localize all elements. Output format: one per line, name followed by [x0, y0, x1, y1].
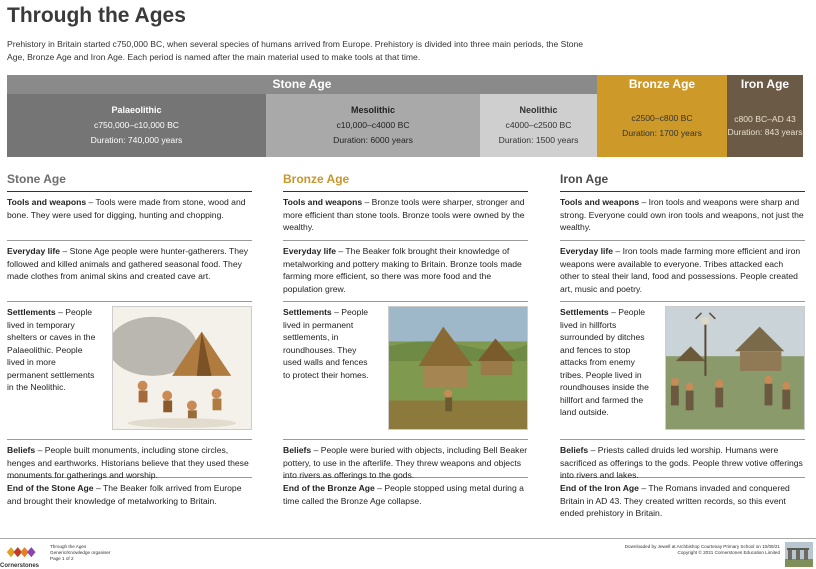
palaeolithic-duration: Duration: 740,000 years — [90, 135, 183, 145]
palaeolithic-box — [7, 94, 266, 157]
stone-settle-text: – People lived in temporary shelters or caves in the Palaeolithic. People lived in more permanent settlements in the Neolithic. — [7, 307, 96, 392]
bronze-beliefs-label: Beliefs — [283, 445, 312, 455]
bronze-dates: c2500–c800 BC — [631, 112, 693, 123]
neolithic-name: Neolithic — [519, 105, 558, 115]
footer — [0, 538, 816, 569]
iron-end-label: End of the Iron Age — [560, 483, 639, 493]
stone-end-text: – The Beaker folk arrived from Europe and brought their knowledge of metalworking to Britain. — [7, 483, 242, 506]
stonehenge-thumbnail-icon — [785, 542, 813, 567]
mesolithic-dates: c10,000–c4000 BC — [336, 120, 410, 130]
bronze-age-heading: Bronze Age — [283, 170, 528, 192]
stone-age-column — [7, 170, 252, 511]
bronze-settle-label: Settlements — [283, 307, 332, 317]
stone-beliefs-label: Beliefs — [7, 445, 36, 455]
bronze-tools-label: Tools and weapons — [283, 197, 363, 207]
footer-download-info: Downloaded by Jewell at Archbishop Courtenay Primary School on 10/09/21 — [624, 544, 780, 549]
mesolithic-box — [266, 94, 480, 157]
intro-text: Prehistory in Britain started c750,000 BC, when several species of humans arrived from Europe. Prehistory is divided into three main periods, the Stone Age, Bronze Age and Iron Age. Each period is named after the main material used to make tools at that time. — [7, 39, 584, 62]
stone-age-header: Stone Age — [7, 75, 597, 94]
stone-settlements — [7, 302, 252, 440]
stone-tools — [7, 192, 252, 241]
stone-tools-text: – Tools were made from stone, wood and bone. They were used for digging, hunting and chopping. — [7, 197, 246, 220]
bronze-settlements — [283, 302, 528, 440]
iron-duration: Duration: 843 years — [727, 126, 803, 137]
bronze-beliefs-text: – People were buried with objects, including Bell Beaker pottery, to use in the afterlife. They threw weapons and objects into rivers as offerings to the gods. — [283, 445, 528, 480]
palaeolithic-dates: c750,000–c10,000 BC — [93, 120, 180, 130]
bronze-life-label: Everyday life — [283, 246, 337, 256]
iron-age-heading: Iron Age — [560, 170, 805, 192]
neolithic-box — [480, 94, 597, 157]
logo-text: Cornerstones — [0, 563, 40, 569]
bronze-tools — [283, 192, 528, 241]
iron-end-text: – The Romans invaded and conquered Britain in AD 43. They created written records, so this event ended prehistory in Britain. — [560, 483, 790, 518]
palaeolithic-name: Palaeolithic — [111, 105, 162, 115]
iron-box — [727, 94, 803, 157]
bronze-life-text: – The Beaker folk brought their knowledge of metalworking and pottery making to Britain. Bronze tools made farming more efficient, so there was more food and the population grew. — [283, 246, 522, 294]
iron-age-header: Iron Age — [727, 75, 803, 94]
iron-age-column — [560, 170, 805, 524]
stone-tools-label: Tools and weapons — [7, 197, 87, 207]
bronze-life — [283, 241, 528, 302]
stone-end-label: End of the Stone Age — [7, 483, 94, 493]
footer-copyright-text: Copyright © 2021 Cornerstones Education Limited — [677, 550, 780, 555]
iron-beliefs-text: – Priests called druids led worship. Humans were sacrificed as offerings to the gods. People threw votive offerings into rivers and lakes. — [560, 445, 803, 480]
bronze-end — [283, 478, 528, 511]
iron-dates: c800 BC–AD 43 — [734, 113, 796, 124]
iron-beliefs-label: Beliefs — [560, 445, 589, 455]
iron-life-label: Everyday life — [560, 246, 614, 256]
page-title: Through the Ages — [7, 4, 186, 27]
stone-age-illustration — [112, 306, 252, 430]
stone-beliefs-text: – People built monuments, including stone circles, henges and earthworks. Historians believe that they used these monuments for gatherings and worship. — [7, 445, 249, 480]
bronze-box — [597, 94, 727, 157]
iron-tools-label: Tools and weapons — [560, 197, 640, 207]
mesolithic-duration: Duration: 6000 years — [333, 135, 413, 145]
bronze-duration: Duration: 1700 years — [622, 127, 702, 138]
iron-life — [560, 241, 805, 302]
footer-meta-page: Page 1 of 2 — [50, 556, 74, 561]
iron-beliefs — [560, 440, 805, 478]
bronze-settle-text: – People lived in permanent settlements, in roundhouses. They used walls and fences to protect their homes. — [283, 307, 369, 380]
iron-life-text: – Iron tools made farming more efficient and iron weapons were available to everyone. Tribes attacked each other to steal their land, food and possessions. People created art, music and poetry. — [560, 246, 801, 294]
stone-end — [7, 478, 252, 511]
footer-copyright — [625, 544, 780, 556]
iron-end — [560, 478, 805, 524]
bronze-age-illustration — [388, 306, 528, 430]
bronze-tools-text: – Bronze tools were sharper, stronger and more efficient than stone tools. Bronze tools were owned by the wealthy. — [283, 197, 525, 232]
bronze-beliefs — [283, 440, 528, 478]
stone-life-label: Everyday life — [7, 246, 61, 256]
neolithic-duration: Duration: 1500 years — [498, 135, 579, 145]
footer-meta-type: Generic/Knowledge organiser — [50, 550, 111, 555]
iron-settlements — [560, 302, 805, 440]
stone-settle-label: Settlements — [7, 307, 56, 317]
footer-meta — [50, 544, 111, 562]
iron-settle-text: – People lived in hillforts surrounded by ditches and fences to stop attacks from enemy tribes. People lived in roundhouses inside the hillfort and farmed the land outside. — [560, 307, 649, 417]
mesolithic-name: Mesolithic — [350, 105, 395, 115]
stone-life-text: – Stone Age people were hunter-gatherers. They followed and killed animals and gathered seasonal food. They made clothes from animal skins and created cave art. — [7, 246, 249, 281]
bronze-age-column — [283, 170, 528, 511]
iron-tools-text: – Iron tools and weapons were sharp and strong. Everyone could own iron tools and weapons, not just the wealthy. — [560, 197, 804, 232]
bronze-end-text: – People stopped using metal during a time called the Bronze Age collapse. — [283, 483, 524, 506]
stone-beliefs — [7, 440, 252, 478]
bronze-age-header: Bronze Age — [597, 75, 727, 94]
stone-life — [7, 241, 252, 302]
iron-age-illustration — [665, 306, 805, 430]
bronze-end-label: End of the Bronze Age — [283, 483, 375, 493]
footer-meta-title: Through the Ages — [50, 544, 87, 549]
iron-settle-label: Settlements — [560, 307, 609, 317]
iron-tools — [560, 192, 805, 241]
neolithic-dates: c4000–c2500 BC — [505, 120, 572, 130]
stone-age-heading: Stone Age — [7, 170, 252, 192]
